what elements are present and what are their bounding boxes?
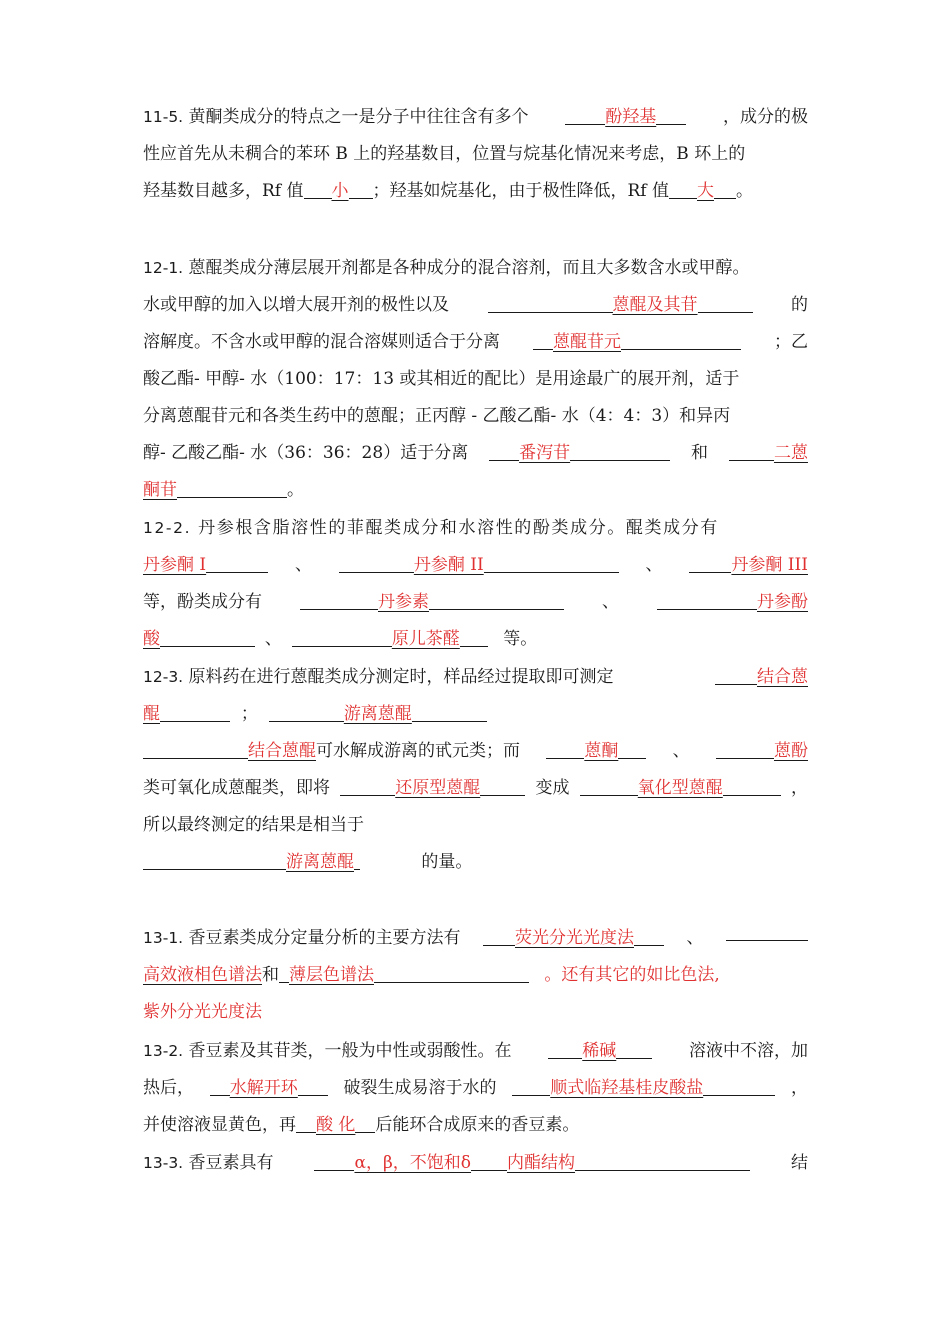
question-text: ；羟基如烷基化，由于极性降低，Rf 值 xyxy=(372,181,669,201)
question-text: 、 xyxy=(645,555,663,575)
text-line xyxy=(143,324,808,361)
question-text: 和 xyxy=(691,443,709,463)
answer-text: 酸 xyxy=(143,629,160,649)
question-text: 类可氧化成蒽醌类，即将 xyxy=(143,778,330,798)
text-line xyxy=(143,435,808,472)
text-line xyxy=(143,1070,808,1107)
question-text: 可水解成游离的甙元类；而 xyxy=(316,741,520,761)
extra-answer-text: 。还有其它的如比色法, xyxy=(544,965,720,985)
question-text: ，成分的极 xyxy=(722,107,808,127)
answer-text: 稀碱 xyxy=(582,1041,617,1061)
text-line xyxy=(143,250,808,287)
question-text: 后能环合成原来的香豆素。 xyxy=(375,1115,580,1135)
question-number: 13-3. xyxy=(143,1154,184,1172)
question-number: 12-1. xyxy=(143,259,184,277)
question-text: 结 xyxy=(791,1153,808,1173)
answer-text: 结合蒽醌 xyxy=(248,741,316,761)
answer-text: 氧化型蒽醌 xyxy=(637,778,723,798)
question-text: 等。 xyxy=(503,629,538,649)
question-13-2 xyxy=(143,1033,808,1144)
answer-text: 丹参素 xyxy=(378,592,429,612)
answer-text: 二蒽 xyxy=(773,443,808,463)
question-text: 性应首先从未稠合的苯环 B 上的羟基数目，位置与烷基化情况来考虑，B 环上的 xyxy=(143,144,746,164)
question-text: 溶解度。不含水或甲醇的混合溶媒则适合于分离 xyxy=(143,332,500,352)
text-line xyxy=(143,1033,808,1070)
answer-text: 游离蒽醌 xyxy=(343,704,412,724)
question-text: 、 xyxy=(264,629,282,649)
question-11-5 xyxy=(143,99,808,210)
question-text: 分离蒽醌苷元和各类生药中的蒽醌；正丙醇 - 乙酸乙酯- 水（4：4：3）和异丙 xyxy=(143,406,731,426)
question-13-3 xyxy=(143,1145,808,1182)
extra-answer-text: 紫外分光光度法 xyxy=(143,1002,262,1022)
question-text: 、 xyxy=(602,592,619,612)
question-text: 11-5. 黄酮类成分的特点之一是分子中往往含有多个 xyxy=(143,107,529,127)
question-text: 12-2. 丹参根含脂溶性的菲醌类成分和水溶性的酚类成分。醌类成分有 xyxy=(143,518,719,538)
question-12-3 xyxy=(143,659,808,881)
question-text: 水或甲醇的加入以增大展开剂的极性以及 xyxy=(143,295,449,315)
answer-text: 蒽醌苷元 xyxy=(553,332,621,352)
question-text: ， xyxy=(791,778,808,798)
question-text: 的 xyxy=(791,295,808,315)
answer-text: 内酯结构 xyxy=(507,1153,576,1173)
question-text: 变成 xyxy=(535,778,570,798)
question-text: 并使溶液显黄色，再 xyxy=(143,1115,296,1135)
answer-text: 丹参酚 xyxy=(757,592,808,612)
question-text: 所以最终测定的结果是相当于 xyxy=(143,815,364,835)
answer-text: 结合蒽 xyxy=(757,667,808,687)
text-line xyxy=(143,287,808,324)
question-text: 破裂生成易溶于水的 xyxy=(343,1078,497,1098)
answer-text: 丹参酮 III xyxy=(731,555,808,575)
question-text: 等，酚类成分有 xyxy=(143,592,262,612)
question-text: 羟基数目越多，Rf 值 xyxy=(143,181,304,201)
answer-text: 还原型蒽醌 xyxy=(395,778,481,798)
question-text: 、 xyxy=(294,555,312,575)
question-text: 醇- 乙酸乙酯- 水（36：36：28）适于分离 xyxy=(143,443,469,463)
answer-text: α，β，不饱和δ xyxy=(354,1153,472,1173)
answer-text: 小 xyxy=(331,181,349,201)
question-text: 酸乙酯- 甲醇- 水（100：17：13 或其相近的配比）是用途最广的展开剂，适于 xyxy=(143,369,740,389)
question-text: ；乙 xyxy=(774,332,808,352)
question-text: 13-1. 香豆素类成分定量分析的主要方法有 xyxy=(143,928,461,948)
question-number: 13-1. xyxy=(143,929,184,947)
answer-text: 酚羟基 xyxy=(605,107,657,127)
answer-text: 顺式临羟基桂皮酸盐 xyxy=(550,1078,704,1098)
answer-text: 原儿茶醛 xyxy=(391,629,460,649)
text-line xyxy=(143,659,808,696)
answer-text: 游离蒽醌 xyxy=(286,852,354,872)
question-text: 溶液中不溶，加 xyxy=(688,1041,808,1061)
question-13-1 xyxy=(143,920,808,1031)
question-number: 12-2. xyxy=(143,519,192,537)
text-line xyxy=(143,696,808,733)
text-line xyxy=(143,99,808,136)
answer-text: 蒽醌及其苷 xyxy=(612,295,698,315)
text-line xyxy=(143,920,808,957)
question-text: 13-2. 香豆素及其苷类，一般为中性或弱酸性。在 xyxy=(143,1041,512,1061)
text-line xyxy=(143,733,808,770)
question-text: 的量。 xyxy=(421,852,473,872)
answer-text: 酮苷 xyxy=(143,480,177,500)
answer-text: 大 xyxy=(697,181,714,201)
answer-text: 高效液相色谱法 xyxy=(143,965,262,985)
text-line xyxy=(143,770,808,807)
question-text: ； xyxy=(240,704,258,724)
text-line xyxy=(143,472,808,509)
text-line xyxy=(143,621,808,658)
answer-text: 水解开环 xyxy=(229,1078,298,1098)
text-line xyxy=(143,807,808,844)
text-line xyxy=(143,510,808,547)
question-text: 。 xyxy=(287,480,304,500)
question-text: 和 xyxy=(262,965,279,985)
question-number: 11-5. xyxy=(143,108,184,126)
question-12-1 xyxy=(143,250,808,509)
answer-text: 丹参酮 I xyxy=(143,555,207,575)
question-text: 12-3. 原料药在进行蒽醌类成分测定时，样品经过提取即可测定 xyxy=(143,667,614,687)
question-number: 13-2. xyxy=(143,1042,184,1060)
question-number: 12-3. xyxy=(143,668,184,686)
text-line xyxy=(143,584,808,621)
answer-text: 番泻苷 xyxy=(519,443,571,463)
question-text: 。 xyxy=(736,181,753,201)
answer-text: 酸 化 xyxy=(316,1115,356,1135)
question-text: 13-3. 香豆素具有 xyxy=(143,1153,274,1173)
question-text: 12-1. 蒽醌类成分薄层展开剂都是各种成分的混合溶剂，而且大多数含水或甲醇。 xyxy=(143,258,750,278)
text-line xyxy=(143,361,808,398)
question-text: 、 xyxy=(686,928,704,948)
answer-text: 蒽酚 xyxy=(773,741,808,761)
text-line xyxy=(143,957,808,994)
text-line xyxy=(143,994,808,1031)
text-line xyxy=(143,173,808,210)
answer-text: 醌 xyxy=(143,704,160,724)
answer-text: 荧光分光光度法 xyxy=(515,928,634,948)
text-line xyxy=(143,844,808,881)
question-text: 热后， xyxy=(143,1078,194,1098)
question-text: 、 xyxy=(672,741,690,761)
text-line xyxy=(143,1145,808,1182)
text-line xyxy=(143,398,808,435)
question-12-2 xyxy=(143,510,808,658)
answer-text: 蒽酮 xyxy=(584,741,619,761)
text-line xyxy=(143,136,808,173)
question-text: ， xyxy=(791,1078,808,1098)
text-line xyxy=(143,547,808,584)
answer-text: 丹参酮 II xyxy=(413,555,484,575)
answer-text: 薄层色谱法 xyxy=(289,965,374,985)
text-line xyxy=(143,1107,808,1144)
